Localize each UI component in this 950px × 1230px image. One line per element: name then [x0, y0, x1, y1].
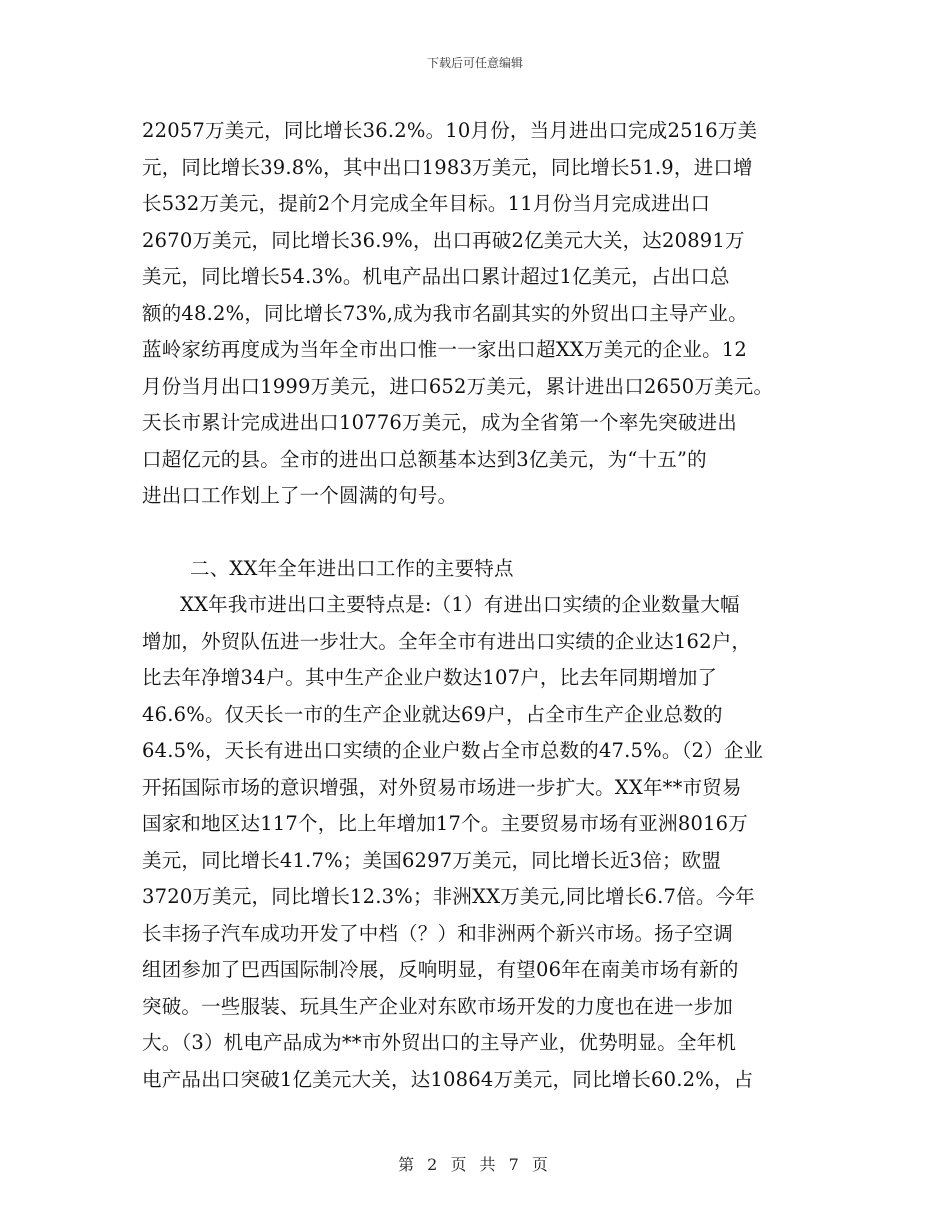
paragraph-1 [142, 113, 832, 515]
paragraph-gap [142, 515, 832, 551]
text-line: 月份当月出口1999万美元，进口652万美元，累计进出口2650万美元。 [142, 374, 774, 398]
text-line: 突破。一些服装、玩具生产企业对东欧市场开发的力度也在进一步加 [142, 994, 734, 1018]
page-header: 下载后可任意编辑 [426, 56, 523, 70]
text-line: 3720万美元，同比增长12.3%；非洲XX万美元,同比增长6.7倍。今年 [142, 885, 755, 908]
text-line: 电产品出口突破1亿美元大关，达10864万美元，同比增长60.2%，占 [142, 1067, 754, 1091]
text-line: 蓝岭家纺再度成为当年全市出口惟一一家出口超XX万美元的企业。12 [142, 338, 747, 361]
text-line: 46.6%。仅天长一市的生产企业就达69户，占全市生产企业总数的 [142, 702, 723, 726]
text-line: 长丰扬子汽车成功开发了中档（？）和非洲两个新兴市场。扬子空调 [142, 921, 734, 945]
text-line: 国家和地区达117个，比上年增加17个。主要贸易市场有亚洲8016万 [142, 812, 748, 835]
section-heading: 二、XX年全年进出口工作的主要特点 [190, 556, 514, 580]
text-line: 额的48.2%，同比增长73%,成为我市名副其实的外贸出口主导产业。 [142, 301, 748, 325]
text-line: 口超亿元的县。全市的进出口总额基本达到3亿美元，为“十五”的 [142, 447, 707, 471]
text-line: 增加，外贸队伍进一步壮大。全年全市有进出口实绩的企业达162户， [142, 629, 752, 653]
text-line: 进出口工作划上了一个圆满的句号。 [142, 484, 458, 507]
page-footer: 第 2 页 共 7 页 [398, 1155, 552, 1174]
text-line: 比去年净增34户。其中生产企业户数达107户，比去年同期增加了 [142, 666, 718, 689]
text-line: 天长市累计完成进出口10776万美元，成为全省第一个率先突破进出 [142, 411, 737, 434]
paragraph-2 [142, 587, 832, 1098]
text-line: 开拓国际市场的意识增强，对外贸易市场进一步扩大。XX年**市贸易 [142, 775, 742, 799]
text-line: 长532万美元，提前2个月完成全年目标。11月份当月完成进出口 [142, 192, 711, 215]
text-line: 2670万美元，同比增长36.9%，出口再破2亿美元大关，达20891万 [142, 228, 745, 252]
text-line: 美元，同比增长41.7%；美国6297万美元，同比增长近3倍；欧盟 [142, 848, 722, 872]
text-line: XX年我市进出口主要特点是:（1）有进出口实绩的企业数量大幅 [180, 593, 740, 616]
text-line: 大。（3）机电产品成为**市外贸出口的主导产业，优势明显。全年机 [142, 1031, 737, 1054]
text-line: 元，同比增长39.8%，其中出口1983万美元，同比增长51.9，进口增 [142, 155, 753, 179]
text-line: 64.5%，天长有进出口实绩的企业户数占全市总数的47.5%。（2）企业 [142, 739, 764, 762]
text-line: 组团参加了巴西国际制冷展，反响明显，有望06年在南美市场有新的 [142, 958, 739, 981]
text-line: 美元，同比增长54.3%。机电产品出口累计超过1亿美元，占出口总 [142, 265, 730, 288]
document-body [142, 113, 832, 1098]
text-line: 22057万美元，同比增长36.2%。10月份，当月进出口完成2516万美 [142, 119, 758, 142]
